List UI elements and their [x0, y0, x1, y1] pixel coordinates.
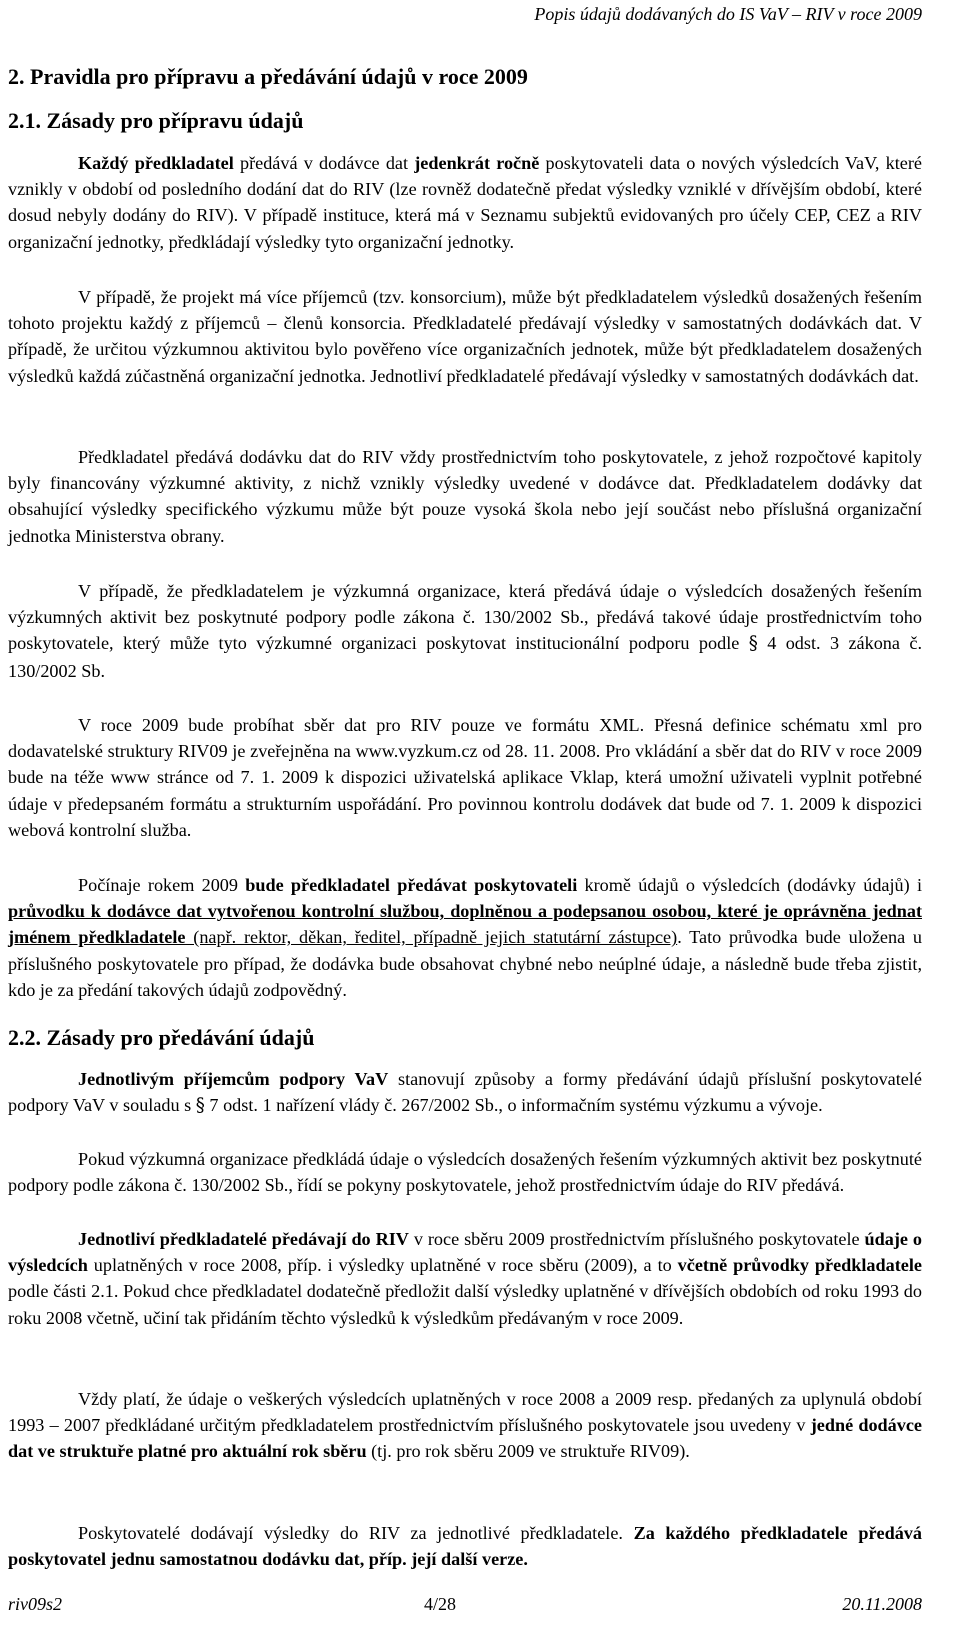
paragraph: Poskytovatelé dodávají výsledky do RIV za jednotlivé předkladatele. Za každého předkladatele předává poskytovatel jednu samostatnou dodávku dat, příp. její další verze. [8, 1523, 922, 1570]
footer-page-number: 4/28 [424, 1594, 457, 1614]
paragraph: Předkladatel předává dodávku dat do RIV vždy prostřednictvím toho poskytovatele, z jehož rozpočtové kapitoly byly financovány výzkumné aktivity, z nichž vznikly výsledky uvedené v dodávce dat. Předkladatelem dodávky dat obsahující výsledky specifického výzkumu může být pouze vysoká škola nebo její součást nebo příslušná organizační jednotka Ministerstva obrany. [8, 447, 922, 546]
running-header: Popis údajů dodávaných do IS VaV – RIV v roce 2009 [534, 4, 922, 24]
paragraph: Pokud výzkumná organizace předkládá údaje o výsledcích dosažených řešením výzkumných aktivit bez poskytnuté podpory podle zákona č. 130/2002 Sb., řídí se pokyny poskytovatele, jehož prostřednictvím údaje do RIV předává. [8, 1149, 922, 1196]
paragraph: V roce 2009 bude probíhat sběr dat pro RIV pouze ve formátu XML. Přesná definice schématu xml pro dodavatelské struktury RIV09 je zveřejněna na www.vyzkum.cz od 28. 11. 2008. Pro vkládání a sběr dat do RIV v roce 2009 bude na téže www stránce od 7. 1. 2009 k dispozici uživatelská aplikace Vklap, která umožní uživateli vyplnit potřebné údaje v předepsaném formátu a strukturním uspořádání. Pro povinnou kontrolu dodávek dat bude od 7. 1. 2009 k dispozici webová kontrolní služba. [8, 715, 922, 840]
subsection-title-2-2: 2.2. Zásady pro předávání údajů [8, 1025, 315, 1050]
paragraph: Jednotliví předkladatelé předávají do RIV v roce sběru 2009 prostřednictvím příslušného poskytovatele údaje o výsledcích uplatněných v roce 2008, příp. i výsledky uplatněné v roce sběru (2009), a to včetně průvodky předkladatele podle části 2.1. Pokud chce předkladatel dodatečně předložit další výsledky uplatněné v dřívějších obdobích od roku 1993 do roku 2008 včetně, učiní tak přidáním těchto výsledků k výsledkům předávaným v roce 2009. [8, 1229, 922, 1328]
subsection-title-2-1: 2.1. Zásady pro přípravu údajů [8, 108, 304, 133]
footer-file: riv09s2 [8, 1594, 62, 1614]
paragraph: Počínaje rokem 2009 bude předkladatel předávat poskytovateli kromě údajů o výsledcích (dodávky údajů) i průvodku k dodávce dat vytvořenou kontrolní službou, doplněnou a podepsanou osobou, které je oprávněna jednat jménem předkladatele (např. rektor, děkan, ředitel, případně jejich statutární zástupce). Tato průvodka bude uložena u příslušného poskytovatele pro případ, že dodávka bude obsahovat chybné nebo neúplné údaje, a následně bude třeba zjistit, kdo je za předání takových údajů zodpovědný. [8, 875, 923, 1000]
paragraph: V případě, že projekt má více příjemců (tzv. konsorcium), může být předkladatelem výsledků dosažených řešením tohoto projektu každý z příjemců – členů konsorcia. Předkladatelé předávají výsledky v samostatných dodávkách dat. V případě, že určitou výzkumnou aktivitou bylo pověřeno více organizačních jednotek, může být předkladatelem dosažených výsledků každá zúčastněná organizační jednotka. Jednotliví předkladatelé předávají výsledky v samostatných dodávkách dat. [8, 287, 922, 386]
paragraph: Každý předkladatel předává v dodávce dat jedenkrát ročně poskytovateli data o nových výsledcích VaV, které vznikly v období od posledního dodání dat do RIV (lze rovněž dodatečně předat výsledky vzniklé v dřívějším období, které dosud nebyly dodány do RIV). V případě instituce, která má v Seznamu subjektů evidovaných pro účely CEP, CEZ a RIV organizační jednotky, předkládají výsledky tyto organizační jednotky. [8, 153, 922, 252]
paragraph: V případě, že předkladatelem je výzkumná organizace, která předává údaje o výsledcích dosažených řešením výzkumných aktivit bez poskytnuté podpory podle zákona č. 130/2002 Sb., předává takové údaje prostřednictvím toho poskytovatele, který může tyto výzkumné organizaci poskytovat institucionální podporu podle § 4 odst. 3 zákona č. 130/2002 Sb. [8, 581, 922, 681]
paragraph: Vždy platí, že údaje o veškerých výsledcích uplatněných v roce 2008 a 2009 resp. předaných za uplynulá období 1993 – 2007 předkládané určitým předkladatelem prostřednictvím příslušného poskytovatele jsou uvedeny v jedné dodávce dat ve struktuře platné pro aktuální rok sběru (tj. pro rok sběru 2009 ve struktuře RIV09). [8, 1389, 922, 1462]
paragraph: Jednotlivým příjemcům podpory VaV stanovují způsoby a formy předávání údajů příslušní poskytovatelé podpory VaV v souladu s § 7 odst. 1 nařízení vlády č. 267/2002 Sb., o informačním systému výzkumu a vývoje. [8, 1069, 922, 1117]
footer-date: 20.11.2008 [842, 1594, 922, 1614]
section-title: 2. Pravidla pro přípravu a předávání údajů v roce 2009 [8, 64, 528, 89]
